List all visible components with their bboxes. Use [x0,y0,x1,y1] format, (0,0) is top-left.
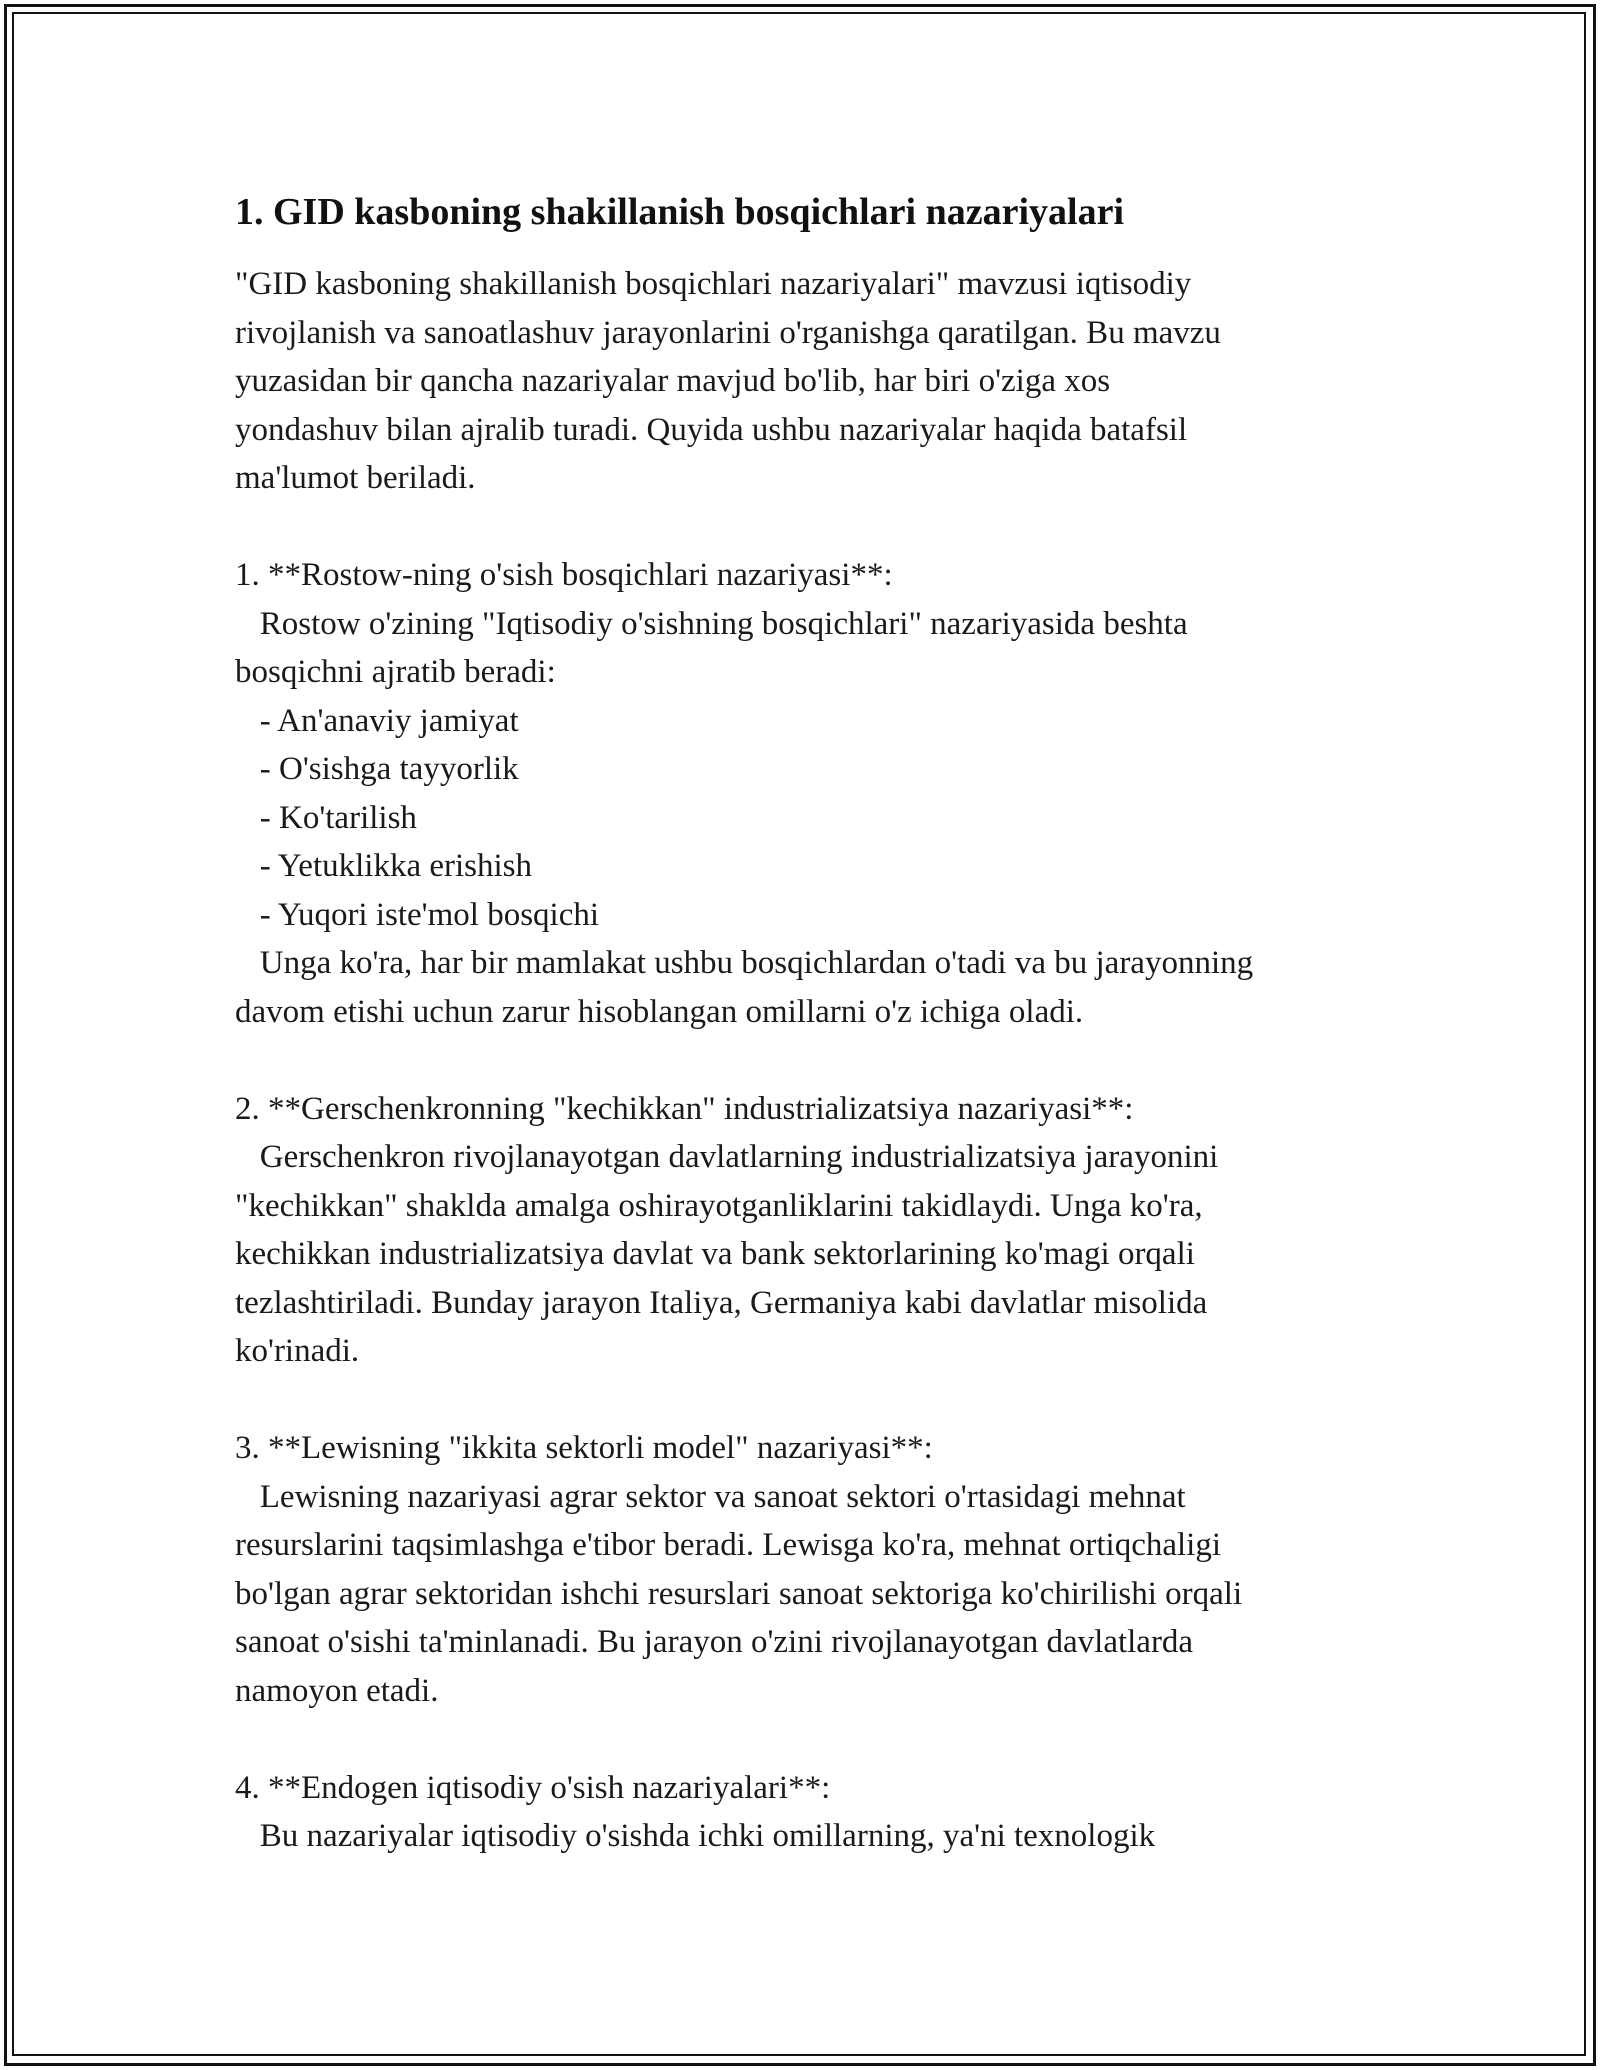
document-body [235,186,1385,1861]
text-line: 1. **Rostow-ning o'sish bosqichlari nazariyasi**: [235,557,893,593]
text-line: resurslarini taqsimlashga e'tibor beradi. Lewisga ko'ra, mehnat ortiqchaligi [235,1527,1222,1563]
text-line: Bu nazariyalar iqtisodiy o'sishda ichki omillarning, ya'ni texnologik [235,1818,1156,1854]
text-line: bo'lgan agrar sektoridan ishchi resurslari sanoat sektoriga ko'chirilishi orqali [235,1575,1243,1612]
document-title: 1. GID kasboning shakillanish bosqichlari nazariyalari [235,191,1125,233]
document-text [235,260,1385,1861]
text-line: rivojlanish va sanoatlashuv jarayonlarini o'rganishga qaratilgan. Bu mavzu [235,314,1221,351]
blank-line [235,1376,1385,1425]
blank-line [235,1715,1385,1764]
text-line: ko'rinadi. [235,1333,360,1369]
text-line: tezlashtiriladi. Bunday jarayon Italiya, Germaniya kabi davlatlar misolida [235,1284,1208,1321]
text-line: - Ko'tarilish [235,799,417,836]
text-line: Lewisning nazariyasi agrar sektor va sanoat sektori o'rtasidagi mehnat [235,1478,1186,1515]
text-line: 2. **Gerschenkronning "kechikkan" industrializatsiya nazariyasi**: [235,1090,1134,1127]
text-line: namoyon etadi. [235,1672,439,1709]
text-line: Rostow o'zining "Iqtisodiy o'sishning bosqichlari" nazariyasida beshta [235,605,1188,642]
text-line: kechikkan industrializatsiya davlat va bank sektorlarining ko'magi orqali [235,1236,1195,1272]
text-line: 3. **Lewisning "ikkita sektorli model" nazariyasi**: [235,1430,933,1466]
text-line: sanoat o'sishi ta'minlanadi. Bu jarayon o'zini rivojlanayotgan davlatlarda [235,1624,1194,1660]
text-line: yuzasidan bir qancha nazariyalar mavjud bo'lib, har biri o'ziga xos [235,363,1111,399]
text-line: davom etishi uchun zarur hisoblangan omillarni o'z ichiga oladi. [235,993,1084,1030]
text-line: 4. **Endogen iqtisodiy o'sish nazariyalari**: [235,1769,831,1806]
text-line: - O'sishga tayyorlik [235,751,519,787]
text-line: Gerschenkron rivojlanayotgan davlatlarning industrializatsiya jarayonini [235,1139,1219,1175]
text-line: "GID kasboning shakillanish bosqichlari nazariyalari" mavzusi iqtisodiy [235,266,1192,302]
text-line: - Yetuklikka erishish [235,848,532,884]
text-line: - An'anaviy jamiyat [235,702,519,739]
text-line: "kechikkan" shaklda amalga oshirayotganliklarini takidlaydi. Unga ko'ra, [235,1187,1203,1224]
blank-line [235,503,1385,552]
blank-line [235,1036,1385,1085]
text-line: bosqichni ajratib beradi: [235,654,556,690]
text-line: - Yuqori iste'mol bosqichi [235,896,600,933]
text-line: ma'lumot beriladi. [235,460,476,496]
text-line: yondashuv bilan ajralib turadi. Quyida ushbu nazariyalar haqida batafsil [235,411,1188,448]
text-line: Unga ko'ra, har bir mamlakat ushbu bosqichlardan o'tadi va bu jarayonning [235,945,1254,981]
